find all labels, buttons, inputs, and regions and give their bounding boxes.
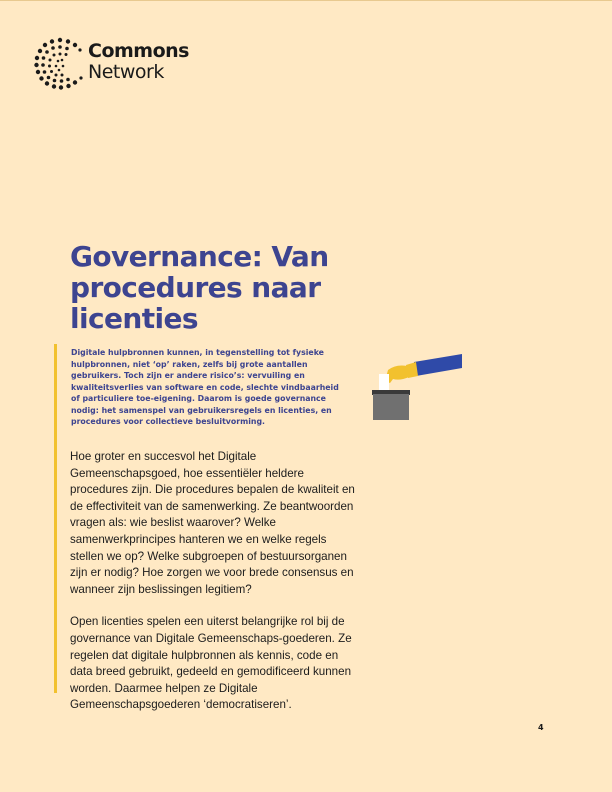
logo-line-commons: Commons [88, 40, 189, 62]
logo-line-network: Network [88, 61, 164, 83]
page-title: Governance: Van procedures naar licenties [70, 240, 329, 335]
page-top-border [0, 0, 612, 1]
logo-wordmark [88, 41, 189, 83]
dotted-c-logo-icon [30, 33, 90, 93]
accent-bar [54, 344, 57, 693]
commons-network-logo [30, 33, 200, 93]
body-paragraph: Hoe groter en succesvol het Digitale Gemeenschapsgoed, hoe essentiëler heldere procedures zijn. Die procedures bepalen de kwaliteit en de effectiviteit van de samenwerking. Ze beantwoorden vragen als: wie beslist waarover? Welke samenwerkprincipes hanteren we en welke regels stellen we op? Welke subgroepen of bestuursorganen zijn er nodig? Hoe zorgen we voor brede consensus en wanneer zijn beslissingen legitiem? [70, 450, 355, 596]
body-paragraph: Open licenties spelen een uiterst belangrijke rol bij de governance van Digitale Gemeenschaps-goederen. Ze regelen dat digitale hulpbronnen als kennis, code en data breed gebruikt, gedeeld en gemodificeerd kunnen worden. Daarmee helpen ze Digitale Gemeenschapsgoederen ‘democratiseren’. [70, 615, 352, 712]
intro-text: Digitale hulpbronnen kunnen, in tegenstelling tot fysieke hulpbronnen, niet ‘op’ raken, zelfs bij grote aantallen gebruikers. Toch zijn er andere risico’s: vervuiling en kwaliteitsverlies van software en code, slechte vindbaarheid of particuliere toe-eigening. Daarom is goede governance nodig: het samenspel van gebruikersregels en licenties, en procedures voor collectieve besluitvorming. [71, 348, 339, 426]
body-text [70, 449, 360, 714]
page-number: 4 [538, 723, 544, 732]
ballot-box-hand-icon [366, 350, 466, 425]
